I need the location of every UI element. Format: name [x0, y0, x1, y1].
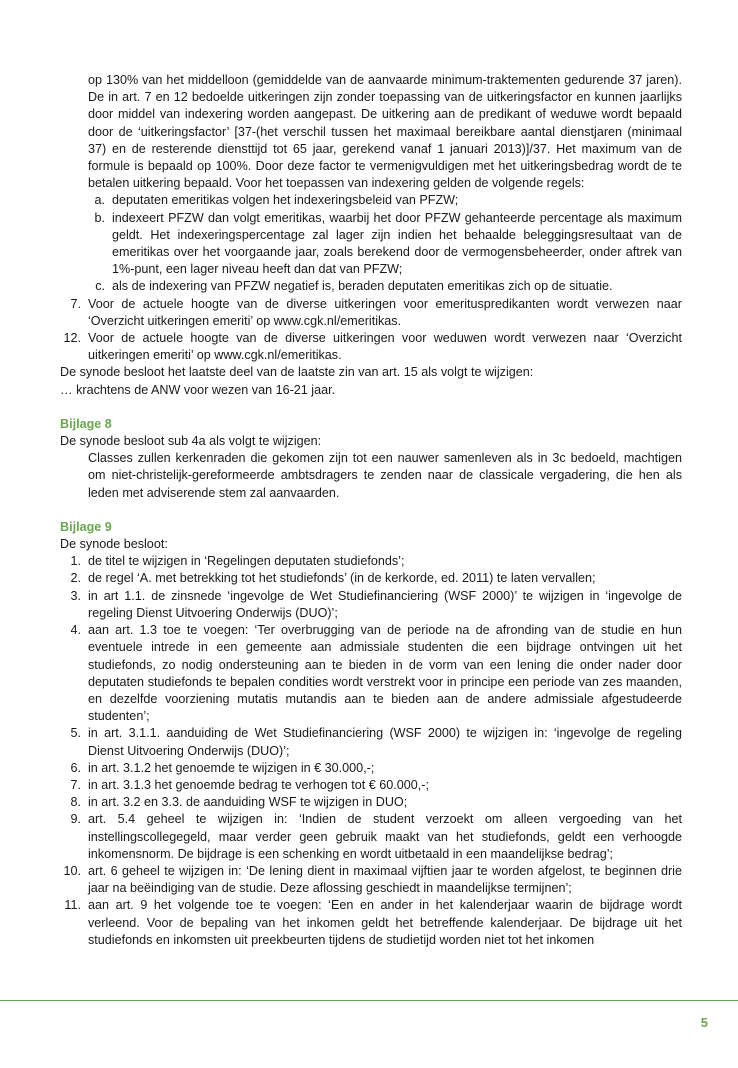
- list-item: [88, 210, 682, 279]
- list-item: [60, 622, 682, 725]
- list-item: [60, 897, 682, 949]
- list-label: 10.: [63, 863, 81, 878]
- list-label: 4.: [70, 623, 81, 638]
- bijlage8-quote: Classes zullen kerkenraden die gekomen zijn tot een nauwer samenleven als in 3c bedoeld, machtigen om niet-christelijk-gereformeerde ambtsdragers te zenden naar de classicale vergadering, die hen als leden met adviserende stem zal aanvaarden.: [88, 451, 682, 500]
- bijlage9-heading: Bijlage 9: [60, 519, 112, 534]
- list-label: 7.: [70, 777, 81, 792]
- page-content: [60, 72, 682, 949]
- list-label: 6.: [70, 760, 81, 775]
- list-text: in art. 3.2 en 3.3. de aanduiding WSF te wijzigen in DUO;: [88, 795, 408, 810]
- list-item: [60, 588, 682, 622]
- list-text: in art. 3.1.3 het genoemde bedrag te verhogen tot € 60.000,-;: [88, 777, 429, 792]
- list-text: de regel ‘A. met betrekking tot het studiefonds’ (in de kerkorde, ed. 2011) te laten vervallen;: [88, 571, 596, 586]
- list-item: [60, 760, 682, 777]
- list-label: c.: [95, 279, 105, 294]
- list-item: [60, 725, 682, 759]
- list-item: [60, 863, 682, 897]
- list-label: 11.: [64, 898, 81, 913]
- list-label: 8.: [70, 795, 81, 810]
- bijlage8-lead: De synode besloot sub 4a als volgt te wijzigen:: [60, 434, 322, 449]
- list-label: a.: [94, 193, 105, 208]
- list-text: als de indexering van PFZW negatief is, beraden deputaten emeritikas zich op de situatie.: [112, 279, 613, 294]
- list-label: 7.: [70, 296, 81, 311]
- indexation-rules: [60, 192, 682, 295]
- list-text: in art 1.1. de zinsnede ‘ingevolge de Wet Studiefinanciering (WSF 2000)’ te wijzigen in ‘ingevolge de regeling Dienst Uitvoering Onderwijs (DUO)’;: [88, 588, 682, 620]
- list-item: [88, 192, 682, 209]
- list-label: 1.: [70, 554, 81, 569]
- list-text: deputaten emeritikas volgen het indexeringsbeleid van PFZW;: [112, 193, 459, 208]
- list-text: aan art. 1.3 toe te voegen: ‘Ter overbrugging van de periode na de afronding van de studie en hun eventuele intrede in een gemeente aan admissiale studenten die een bijdrage ontvingen uit het studiefonds, zo nodig ondersteuning aan te bieden in de vorm van een lening die onder nader door deputaten studiefonds te bepalen condities wordt verstrekt voor in principe een periode van zes maanden, en dezelfde voorziening mutatis mutandis aan te bieden aan de andere admissiale afgestudeerde studenten’;: [88, 623, 682, 724]
- intro-quote: … krachtens de ANW voor wezen van 16-21 jaar.: [60, 382, 336, 397]
- list-label: b.: [94, 210, 105, 225]
- list-item: [60, 570, 682, 587]
- article-list: [60, 296, 682, 365]
- intro-continuation: op 130% van het middelloon (gemiddelde van de aanvaarde minimum-traktementen gedurende 37 jaren). De in art. 7 en 12 bedoelde uitkeringen zijn zonder toepassing van de uitkeringsfactor en kunnen jaarlijks door middel van indexering worden aangepast. De uitkering aan de predikant of weduwe wordt bepaald door de ‘uitkeringsfactor’ [37-(het verschil tussen het maximaal bereikbare aantal dienstjaren (minimaal 37) en de resterende diensttijd tot 65 jaar, gerekend vanaf 1 januari 2013)]/37. Het maximum van de formule is bepaald op 100%. Door deze factor te vermenigvuldigen met het uitkeringsbedrag wordt de te betalen uitkering bepaald. Voor het toepassen van indexering gelden de volgende regels:: [88, 73, 682, 191]
- list-text: art. 5.4 geheel te wijzigen in: ‘Indien de student verzoekt om alleen vergoeding van het instellingscollegegeld, maar verder geen gebruik maakt van het studiefonds, geldt een verhoogde inkomensnorm. De bijdrage is een schenking en wordt uitbetaald in een maandelijkse bedrag’;: [88, 812, 682, 861]
- bijlage9-lead: De synode besloot:: [60, 537, 168, 552]
- list-item: [60, 330, 682, 364]
- list-label: 3.: [70, 588, 81, 603]
- page-number: 5: [700, 1015, 708, 1030]
- list-label: 5.: [70, 726, 81, 741]
- list-item: [60, 553, 682, 570]
- list-text: in art. 3.1.1. aanduiding de Wet Studiefinanciering (WSF 2000) te wijzigen in: ‘ingevolge de regeling Dienst Uitvoering Onderwijs (DUO)’;: [88, 726, 682, 758]
- list-label: 12.: [63, 331, 81, 346]
- list-text: in art. 3.1.2 het genoemde te wijzigen in € 30.000,-;: [88, 760, 375, 775]
- list-text: indexeert PFZW dan volgt emeritikas, waarbij het door PFZW gehanteerde percentage als maximum geldt. Het indexeringspercentage zal lager zijn indien het behaalde beleggingsresultaat van de emeritikas over het voorgaande jaar, zoals berekend door de vermogensbeheerder, onder aftrek van 1%-punt, een lager niveau heeft dan dat van PFZW;: [112, 210, 682, 277]
- list-item: [60, 777, 682, 794]
- list-item: [60, 296, 682, 330]
- bijlage9-list: [60, 553, 682, 949]
- list-text: Voor de actuele hoogte van de diverse uitkeringen voor weduwen wordt verwezen naar ‘Overzicht uitkeringen emeriti’ op www.cgk.nl/emeritikas.: [88, 331, 682, 363]
- list-text: aan art. 9 het volgende toe te voegen: ‘Een en ander in het kalenderjaar waarin de bijdrage wordt verleend. Voor de bepaling van het inkomen geldt het betreffende kalenderjaar. De bijdrage uit het studiefonds en inkomsten uit preekbeurten tijdens de studietijd worden niet tot het inkomen: [88, 898, 682, 947]
- bijlage8-heading: Bijlage 8: [60, 416, 112, 431]
- footer-rule: [0, 1000, 738, 1001]
- list-text: art. 6 geheel te wijzigen in: ‘De lening dient in maximaal vijftien jaar te worden afgelost, te beginnen drie jaar na beëindiging van de studie. Deze aflossing geschiedt in maandelijkse termijnen’;: [88, 863, 682, 896]
- intro-closing: De synode besloot het laatste deel van de laatste zin van art. 15 als volgt te wijzigen:: [60, 365, 534, 380]
- list-item: [60, 794, 682, 811]
- list-item: [88, 278, 682, 295]
- list-label: 9.: [70, 812, 81, 827]
- list-text: de titel te wijzigen in ‘Regelingen deputaten studiefonds’;: [88, 554, 405, 569]
- list-text: Voor de actuele hoogte van de diverse uitkeringen voor emerituspredikanten wordt verwezen naar ‘Overzicht uitkeringen emeriti’ op www.cgk.nl/emeritikas.: [88, 296, 682, 328]
- list-item: [60, 811, 682, 863]
- list-label: 2.: [70, 571, 81, 586]
